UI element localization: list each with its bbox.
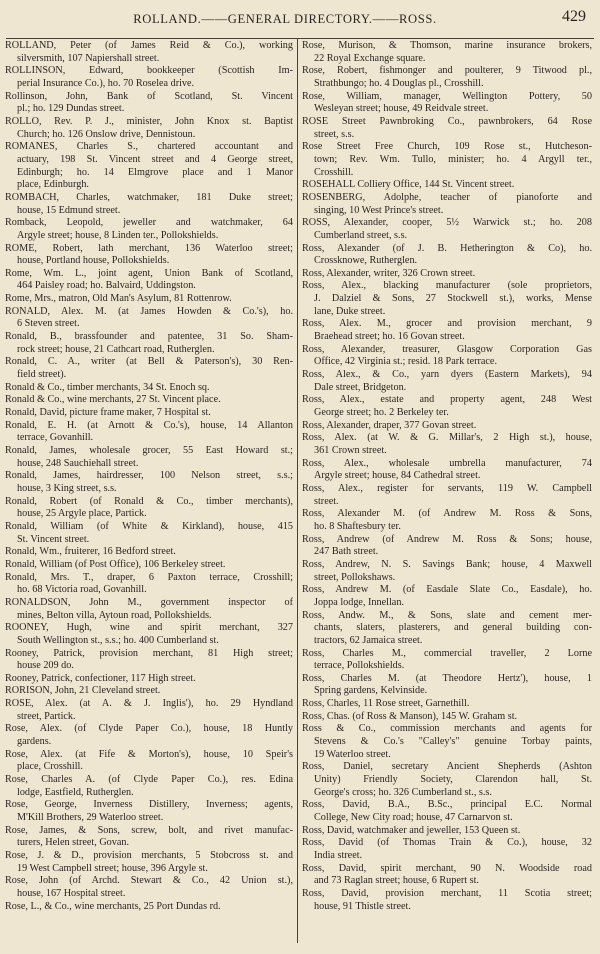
entry-line: Ross, David, watchmaker and jeweller, 153 Queen st.: [302, 824, 521, 836]
entry-line: Ross, Alexander M. (of Andrew M. Ross & Sons,: [302, 508, 592, 520]
entry-line: town; Rev. Wm. Tullo, minister; ho. 4 Argyll ter.,: [314, 153, 592, 165]
entry-line: perial Insurance Co.), ho. 70 Roselea drive.: [17, 77, 195, 89]
directory-entry: [5, 875, 293, 900]
directory-entry: [302, 761, 592, 799]
entry-line: house 209 do.: [17, 660, 74, 672]
entry-line: Rose, Robert, fishmonger and poulterer, 9 Titwood pl.,: [302, 65, 592, 77]
entry-line: and 73 Raglan street; house, 6 Rupert st.: [314, 875, 479, 887]
entry-line: Ross, Andw. M., & Sons, slate and cement mer-: [302, 609, 592, 621]
directory-entry: [302, 799, 592, 824]
entry-line: 361 Crown street.: [314, 445, 387, 456]
entry-line: Rose, John (of Archd. Stewart & Co., 42 Union st.),: [5, 875, 293, 887]
directory-entry: [302, 420, 592, 433]
running-title: ROLLAND.——GENERAL DIRECTORY.——ROSS.: [133, 12, 437, 26]
directory-entry: [302, 116, 592, 141]
entry-line: Ross, Chas. (of Ross & Manson), 145 W. Graham st.: [302, 710, 518, 722]
directory-entry: [5, 723, 293, 748]
directory-entry: [5, 825, 293, 850]
directory-entry: [5, 394, 293, 407]
directory-entry: [302, 40, 592, 65]
entry-line: India street.: [314, 850, 363, 861]
entry-line: house, 3 King street, s.s.: [17, 482, 117, 494]
entry-line: singing, 10 West Prince's street.: [314, 204, 444, 216]
entry-line: Church; ho. 126 Onslow drive, Dennistoun.: [17, 128, 196, 140]
directory-entry: [302, 318, 592, 343]
directory-entry: [302, 534, 592, 559]
entry-line: Braehead street; ho. 16 Govan street.: [314, 331, 465, 343]
entry-line: Ross, Alex., blacking manufacturer (sole proprietors,: [302, 280, 592, 292]
directory-entry: [5, 648, 293, 673]
entry-line: chants, slaters, plasterers, and general building con-: [314, 622, 592, 634]
entry-line: Ronald, David, picture frame maker, 7 Hospital st.: [5, 407, 211, 419]
entry-line: Ross, Alexander, draper, 377 Govan street.: [302, 419, 477, 431]
entry-line: street, Pollokshaws.: [314, 571, 396, 583]
entry-line: Ronald & Co., wine merchants, 27 St. Vincent place.: [5, 394, 221, 406]
entry-line: rock street; house, 21 Cathcart road, Rutherglen.: [17, 343, 215, 355]
entry-line: Cumberland street, s.s.: [314, 229, 408, 241]
entry-line: ROSENBERG, Adolphe, teacher of pianoforte and: [302, 191, 592, 203]
entry-line: South Wellington st., s.s.; ho. 400 Cumberland st.: [17, 634, 219, 646]
directory-entry: [302, 610, 592, 648]
directory-entry: [302, 698, 592, 711]
directory-entry: [5, 407, 293, 420]
directory-entry: [5, 420, 293, 445]
entry-line: Ross, Charles M. (at Theodore Hertz'), house, 1: [302, 672, 592, 684]
directory-entry: [5, 850, 293, 875]
entry-line: Ronald, James, wholesale grocer, 55 East Howard st.;: [5, 445, 293, 456]
directory-entry: [5, 91, 293, 116]
entry-line: 22 Royal Exchange square.: [314, 52, 426, 64]
entry-line: Rooney, Patrick, provision merchant, 81 High street;: [5, 647, 293, 659]
entry-line: ROLLAND, Peter (of James Reid & Co.), working: [5, 40, 293, 51]
directory-entry: [5, 445, 293, 470]
entry-line: M'Kill Brothers, 29 Waterloo street.: [17, 812, 164, 824]
directory-entry: [5, 65, 293, 90]
directory-entry: [5, 243, 293, 268]
entry-line: mines, Belton villa, Aytoun road, Pollokshields.: [17, 609, 212, 621]
entry-line: Ross, Daniel, secretary Ancient Shepherds (Ashton: [302, 761, 592, 773]
directory-entry: [5, 382, 293, 395]
entry-line: Argyle street; house, 84 Cathedral street.: [314, 470, 481, 482]
entry-line: Ross, David (of Thomas Train & Co.), house, 32: [302, 837, 592, 849]
directory-entry: [302, 344, 592, 369]
entry-line: Dale street, Bridgeton.: [314, 381, 407, 393]
entry-line: Ross, David, B.A., B.Sc., principal E.C. Normal: [302, 799, 592, 811]
entry-line: Ross, Alexander (of J. B. Hetherington & Co), ho.: [302, 242, 592, 254]
entry-line: George's cross; ho. 326 Cumberland st., s.s.: [314, 786, 492, 798]
entry-line: Ronald, C. A., writer (at Bell & Paterson's), 30 Ren-: [5, 356, 293, 368]
entry-line: Rose, George, Inverness Distillery, Inverness; agents,: [5, 799, 293, 811]
entry-line: Strathbungo; ho. 4 Douglas pl., Crosshill.: [314, 77, 484, 89]
entry-line: gardens.: [17, 736, 52, 748]
directory-entry: [5, 192, 293, 217]
directory-entry: [5, 521, 293, 546]
entry-line: Rooney, Patrick, confectioner, 117 High street.: [5, 672, 196, 684]
entry-line: Unity) Friendly Society, Clarendon hall, St.: [314, 774, 592, 786]
entry-line: Rose, Charles A. (of Clyde Paper Co.), res. Edina: [5, 774, 293, 786]
directory-entry: [302, 217, 592, 242]
entry-line: 19 Waterloo street.: [314, 748, 391, 760]
directory-entry: [302, 65, 592, 90]
directory-entry: [5, 572, 293, 597]
entry-line: ROSEHALL Colliery Office, 144 St. Vincent street.: [302, 179, 515, 191]
entry-line: Rose, William, manager, Wellington Pottery, 50: [302, 90, 592, 102]
entry-line: street, s.s.: [314, 128, 355, 140]
entry-line: Office, 42 Virginia st.; resid. 18 Park terrace.: [314, 356, 497, 368]
entry-line: Ronald, James, hairdresser, 100 Nelson street, s.s.;: [5, 470, 293, 482]
directory-entry: [5, 141, 293, 192]
entry-line: ROMANES, Charles S., chartered accountant and: [5, 141, 293, 153]
directory-entry: [302, 394, 592, 419]
entry-line: RONALD, Alex. M. (at James Howden & Co.'s), ho.: [5, 305, 293, 317]
page-header: [0, 6, 600, 28]
entry-line: lodge, Eastfield, Rutherglen.: [17, 786, 134, 798]
directory-entry: [302, 888, 592, 913]
directory-entry: [302, 825, 592, 838]
entry-line: Rose, Alex. (of Clyde Paper Co.), house, 18 Huntly: [5, 723, 293, 735]
entry-line: ROONEY, Hugh, wine and spirit merchant, 327: [5, 622, 293, 634]
entry-line: lane, Duke street.: [314, 305, 386, 317]
entry-line: Ross & Co., commission merchants and agents for: [302, 723, 592, 735]
entry-line: Ross, Charles, 11 Rose street, Garnethill.: [302, 698, 470, 710]
directory-entry: [302, 179, 592, 192]
directory-entry: [302, 280, 592, 318]
entry-line: Ronald, Wm., fruiterer, 16 Bedford street.: [5, 546, 176, 558]
entry-line: Rome, Mrs., matron, Old Man's Asylum, 81 Rottenrow.: [5, 293, 232, 305]
directory-entry: [302, 584, 592, 609]
right-column: [302, 40, 592, 913]
directory-entry: [5, 597, 293, 622]
entry-line: Ross, Alex. M., grocer and provision merchant, 9: [302, 318, 592, 330]
directory-entry: [5, 673, 293, 686]
directory-entry: [302, 141, 592, 179]
entry-line: Rome, Wm. L., joint agent, Union Bank of Scotland,: [5, 267, 293, 279]
entry-line: turers, Helen street, Govan.: [17, 837, 130, 849]
directory-entry: [5, 331, 293, 356]
entry-line: house, 167 Hospital street.: [17, 887, 126, 899]
entry-line: Ronald & Co., timber merchants, 34 St. Enoch sq.: [5, 381, 210, 393]
page-number: 429: [562, 8, 586, 25]
entry-line: ROSS, Alexander, cooper, 5½ Warwick st.; ho. 208: [302, 217, 592, 229]
directory-entry: [302, 243, 592, 268]
entry-line: Ross, Alexander, treasurer, Glasgow Corporation Gas: [302, 343, 592, 355]
entry-line: ho. 8 Shaftesbury ter.: [314, 520, 401, 532]
entry-line: Rose, Alex. (at Fife & Morton's), house, 10 Speir's: [5, 748, 293, 760]
directory-entry: [5, 306, 293, 331]
entry-line: Ronald, William (of White & Kirkland), house, 415: [5, 520, 293, 532]
entry-line: house, 15 Edmund street.: [17, 204, 121, 216]
entry-line: RORISON, John, 21 Cleveland street.: [5, 685, 161, 697]
entry-line: Rose, L., & Co., wine merchants, 25 Port Dundas rd.: [5, 900, 221, 912]
left-column: [5, 40, 293, 913]
column-divider: [297, 38, 298, 943]
entry-line: Ross, Andrew, N. S. Savings Bank; house, 4 Maxwell: [302, 558, 592, 570]
directory-entry: [302, 837, 592, 862]
entry-line: ROLLO, Rev. P. J., minister, John Knox st. Baptist: [5, 115, 293, 127]
entry-line: J. Dalziel & Sons, 27 Stockwell st.), works, Mense: [314, 293, 592, 305]
entry-line: pl.; ho. 129 Dundas street.: [17, 103, 125, 115]
entry-line: house, 25 Argyle place, Partick.: [17, 508, 147, 520]
directory-entry: [5, 293, 293, 306]
entry-line: house, Portland house, Pollokshields.: [17, 255, 170, 267]
directory-entry: [5, 698, 293, 723]
directory-entry: [302, 559, 592, 584]
entry-line: Rose, Murison, & Thomson, marine insurance brokers,: [302, 40, 592, 51]
entry-line: Romback, Leopold, jeweller and watchmaker, 64: [5, 217, 293, 229]
directory-entry: [302, 723, 592, 761]
entry-line: 464 Paisley road; ho. Balvaird, Uddingston.: [17, 280, 196, 292]
directory-entry: [5, 470, 293, 495]
entry-line: Ross, Alex., wholesale umbrella manufacturer, 74: [302, 457, 592, 469]
entry-line: 19 West Campbell street; house, 396 Argyle st.: [17, 862, 208, 874]
entry-line: 247 Bath street.: [314, 546, 379, 558]
entry-line: ROSE Street Pawnbroking Co., pawnbrokers, 64 Rose: [302, 115, 592, 127]
directory-entry: [302, 458, 592, 483]
entry-line: Crossknowe, Rutherglen.: [314, 255, 418, 267]
entry-line: tractors, 62 Jamaica street.: [314, 634, 423, 646]
directory-entry: [5, 901, 293, 914]
entry-line: Ross, Alex., & Co., yarn dyers (Eastern Markets), 94: [302, 369, 592, 381]
entry-line: Ross, Alex., register for servants, 119 W. Campbell: [302, 482, 592, 494]
directory-entry: [5, 559, 293, 572]
entry-line: Ronald, E. H. (at Arnott & Co.'s), house, 14 Allanton: [5, 419, 293, 431]
entry-line: Argyle street; house, 8 Linden ter., Pollokshields.: [17, 229, 219, 241]
directory-entry: [5, 217, 293, 242]
entry-line: silversmith, 107 Napiershall street.: [17, 52, 160, 64]
directory-entry: [5, 40, 293, 65]
entry-line: Ross, Andrew M. (of Easdale Slate Co., Easdale), ho.: [302, 584, 592, 596]
entry-line: terrace, Govanhill.: [17, 432, 94, 444]
entry-line: Joppa lodge, Innellan.: [314, 596, 404, 608]
directory-entry: [5, 116, 293, 141]
directory-entry: [302, 863, 592, 888]
entry-line: Rollinson, John, Bank of Scotland, St. Vincent: [5, 90, 293, 102]
entry-line: ho. 68 Victoria road, Govanhill.: [17, 584, 147, 596]
directory-entry: [5, 356, 293, 381]
directory-entry: [5, 546, 293, 559]
entry-line: Ross, Alex. (at W. & G. Millar's, 2 High st.), house,: [302, 432, 592, 444]
entry-line: Ronald, B., brassfounder and patentee, 31 So. Sham-: [5, 331, 293, 343]
directory-entry: [302, 192, 592, 217]
directory-entry: [302, 508, 592, 533]
entry-line: Crosshill.: [314, 166, 354, 178]
entry-line: house, 91 Thistle street.: [314, 900, 411, 912]
entry-line: ROMBACH, Charles, watchmaker, 181 Duke street;: [5, 191, 293, 203]
entry-line: Ross, Alex., estate and property agent, 248 West: [302, 394, 592, 406]
entry-line: ROSE, Alex. (at A. & J. Inglis'), ho. 29 Hyndland: [5, 698, 293, 710]
entry-line: house, 248 Sauchiehall street.: [17, 457, 139, 469]
entry-line: RONALDSON, John M., government inspector of: [5, 596, 293, 608]
entry-line: ROLLINSON, Edward, bookkeeper (Scottish Im-: [5, 65, 293, 77]
directory-entry: [5, 496, 293, 521]
entry-line: Stevens & Co.'s "Calley's" genuine Torbay paints,: [314, 736, 592, 748]
entry-line: College, New City road; house, 47 Carnarvon st.: [314, 812, 513, 824]
entry-line: ROME, Robert, lath merchant, 136 Waterloo street;: [5, 242, 293, 254]
directory-entry: [5, 268, 293, 293]
directory-entry: [302, 369, 592, 394]
entry-line: place, Crosshill.: [17, 761, 83, 773]
directory-entry: [302, 648, 592, 673]
entry-line: actuary, 198 St. Vincent street and 4 George street,: [17, 153, 293, 165]
directory-entry: [302, 432, 592, 457]
entry-line: Rose Street Free Church, 109 Rose st., Hutcheson-: [302, 141, 592, 153]
directory-entry: [5, 622, 293, 647]
entry-line: Rose, J. & D., provision merchants, 5 Stobcross st. and: [5, 850, 293, 861]
directory-entry: [302, 483, 592, 508]
entry-line: Edinburgh; ho. 14 Elmgrove place and 1 Manor: [17, 166, 293, 178]
entry-line: 6 Steven street.: [17, 318, 80, 330]
entry-line: Ronald, William (of Post Office), 106 Berkeley street.: [5, 558, 226, 570]
entry-line: place, Edinburgh.: [17, 179, 89, 191]
directory-entry: [5, 749, 293, 774]
entry-line: Ross, Alexander, writer, 326 Crown street.: [302, 267, 476, 279]
entry-line: George street; ho. 2 Berkeley ter.: [314, 407, 449, 419]
directory-entry: [302, 673, 592, 698]
directory-entry: [302, 268, 592, 281]
directory-entry: [302, 91, 592, 116]
entry-line: Ross, Charles M., commercial traveller, 2 Lorne: [302, 647, 592, 659]
entry-line: Ronald, Robert (of Ronald & Co., timber merchants),: [5, 495, 293, 507]
directory-entry: [5, 799, 293, 824]
entry-line: Rose, James, & Sons, screw, bolt, and rivet manufac-: [5, 824, 293, 836]
entry-line: Ross, David, provision merchant, 11 Scotia street;: [302, 887, 592, 899]
entry-line: Ronald, Mrs. T., draper, 6 Paxton terrace, Crosshill;: [5, 571, 293, 583]
entry-line: street.: [314, 495, 339, 507]
entry-line: Ross, David, spirit merchant, 90 N. Woodside road: [302, 862, 592, 874]
entry-line: Spring gardens, Kelvinside.: [314, 685, 428, 697]
entry-line: St. Vincent street.: [17, 533, 90, 545]
entry-line: terrace, Pollokshields.: [314, 660, 405, 672]
header-rule: [6, 38, 594, 39]
entry-line: Ross, Andrew (of Andrew M. Ross & Sons; house,: [302, 533, 592, 545]
entry-line: street, Partick.: [17, 710, 76, 722]
entry-line: field street).: [17, 369, 67, 381]
entry-line: Wesleyan street; house, 49 Reidvale street.: [314, 103, 489, 115]
directory-entry: [302, 711, 592, 724]
directory-entry: [5, 774, 293, 799]
directory-entry: [5, 685, 293, 698]
